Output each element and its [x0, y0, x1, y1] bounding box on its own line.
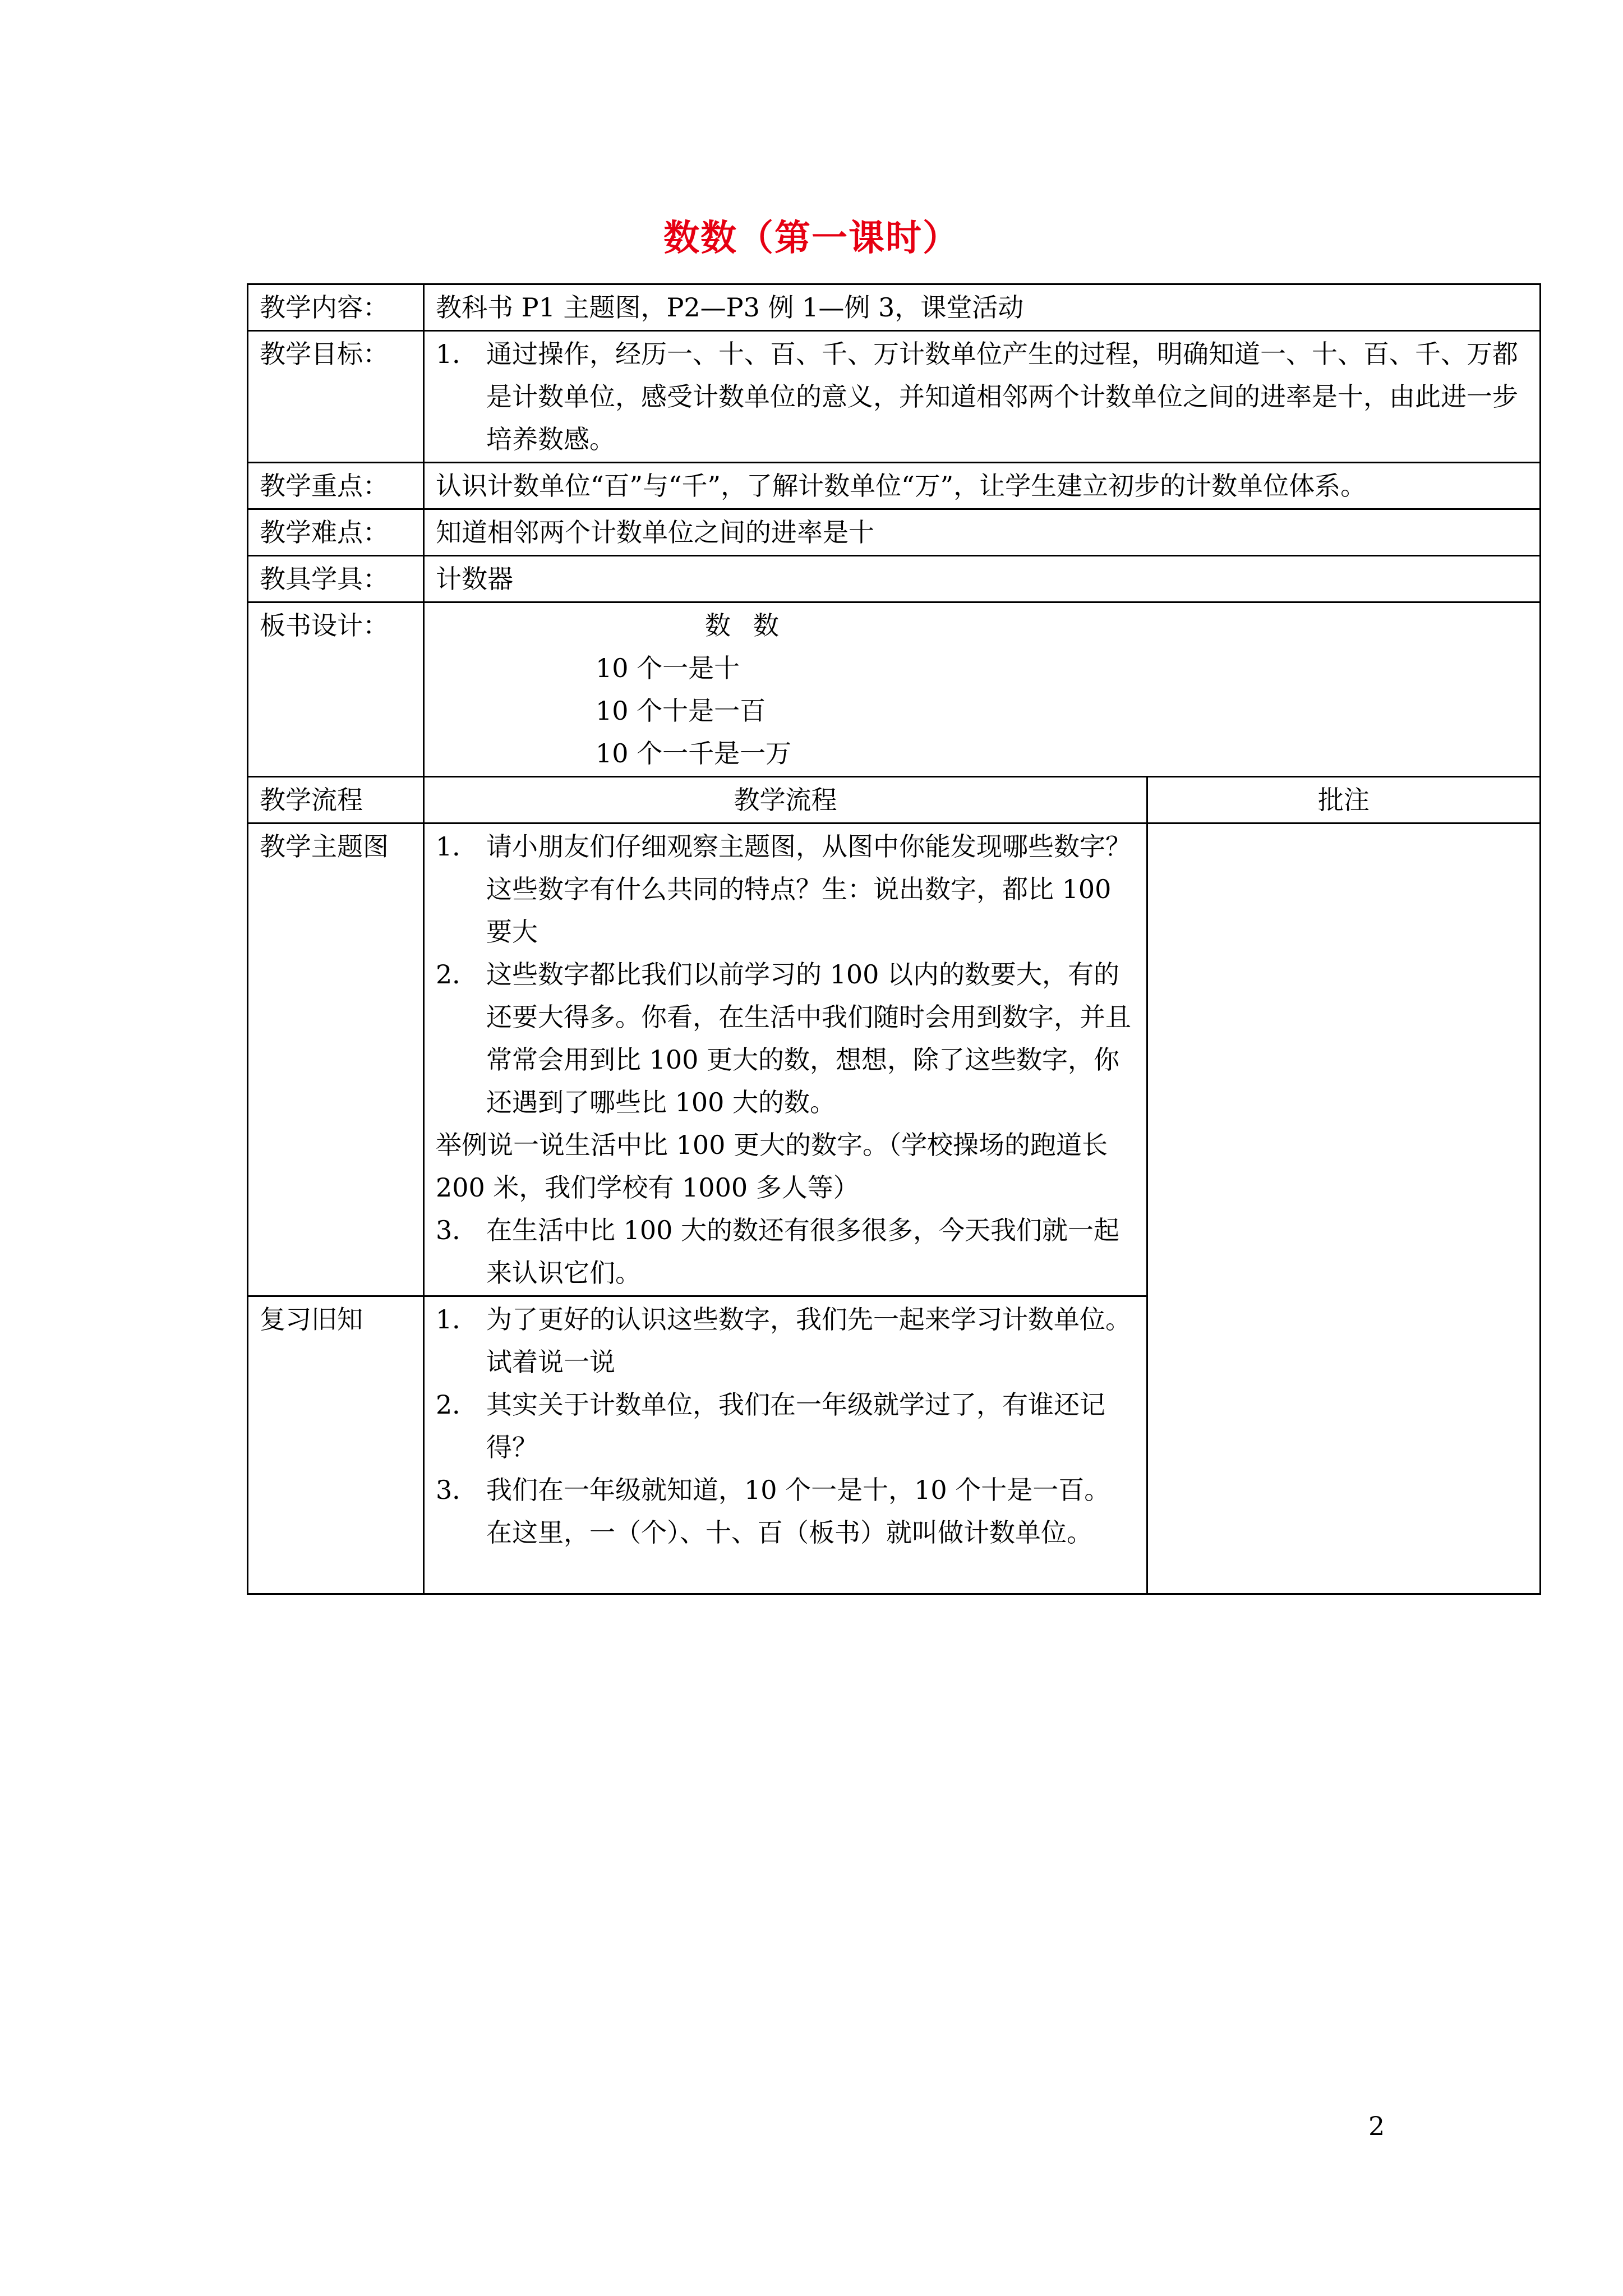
review-item-1-num: 1．	[436, 1304, 478, 1335]
label-key: 教学重点：	[248, 463, 424, 509]
theme-item-1-text: 请小朋友们仔细观察主题图，从图中你能发现哪些数字？这些数字有什么共同的特点？生：说出数字，都比 100 要大	[486, 831, 1131, 947]
review-item-2-num: 2．	[436, 1389, 478, 1420]
review-content	[424, 1296, 1147, 1594]
board-design	[424, 602, 1541, 777]
label-content: 教学内容：	[248, 284, 424, 331]
value-tools: 计数器	[424, 556, 1541, 602]
board-line-1: 10 个一是十	[596, 653, 740, 683]
value-content: 教科书 P1 主题图，P2—P3 例 1—例 3，课堂活动	[424, 284, 1541, 331]
review-item-3-num: 3．	[436, 1475, 478, 1505]
value-key: 认识计数单位“百”与“千”，了解计数单位“万”，让学生建立初步的计数单位体系。	[424, 463, 1541, 509]
theme-item-2	[436, 953, 1135, 1124]
row-tools	[248, 556, 1541, 602]
theme-item-2-num: 2．	[436, 959, 478, 990]
label-goal: 教学目标：	[248, 331, 424, 463]
goal-text: 通过操作，经历一、十、百、千、万计数单位产生的过程，明确知道一、十、百、千、万都是计数单位，感受计数单位的意义，并知道相邻两个计数单位之间的进率是十，由此进一步培养数感。	[486, 339, 1518, 454]
label-board: 板书设计：	[248, 602, 424, 777]
review-item-3	[436, 1469, 1135, 1554]
row-board	[248, 602, 1541, 777]
theme-item-3-text: 在生活中比 100 大的数还有很多很多，今天我们就一起来认识它们。	[486, 1215, 1120, 1288]
row-flow-header	[248, 777, 1541, 823]
theme-item-2-text: 这些数字都比我们以前学习的 100 以内的数要大，有的还要大得多。你看，在生活中我们随时会用到数字，并且常常会用到比 100 更大的数，想想，除了这些数字，你还遇到了哪些比 100 大的数。	[486, 959, 1131, 1117]
theme-content	[424, 823, 1147, 1296]
page-number: 2	[1368, 2111, 1385, 2141]
review-item-1	[436, 1298, 1135, 1383]
label-difficulty: 教学难点：	[248, 509, 424, 556]
board-line-3: 10 个一千是一万	[596, 738, 792, 769]
goal-num: 1．	[436, 339, 478, 369]
theme-item-3-num: 3．	[436, 1215, 478, 1245]
label-theme: 教学主题图	[248, 823, 424, 1296]
theme-paragraph: 举例说一说生活中比 100 更大的数字。（学校操场的跑道长 200 米，我们学校有 1000 多人等）	[436, 1130, 1108, 1203]
value-goal	[424, 331, 1541, 463]
row-difficulty	[248, 509, 1541, 556]
goal-item	[436, 333, 1528, 461]
row-key	[248, 463, 1541, 509]
label-review: 复习旧知	[248, 1296, 424, 1594]
theme-item-1-num: 1．	[436, 831, 478, 862]
review-item-2-text: 其实关于计数单位，我们在一年级就学过了，有谁还记得？	[486, 1389, 1105, 1462]
value-difficulty: 知道相邻两个计数单位之间的进率是十	[424, 509, 1541, 556]
flow-header-col1: 教学流程	[248, 777, 424, 823]
flow-header-col3: 批注	[1147, 777, 1541, 823]
theme-item-3	[436, 1209, 1135, 1294]
lesson-plan-table	[247, 283, 1541, 1595]
review-item-3-text: 我们在一年级就知道，10 个一是十，10 个十是一百。在这里，一（个）、十、百（板书）就叫做计数单位。	[486, 1475, 1110, 1548]
board-heading: 数数	[705, 610, 801, 641]
annotation-cell	[1147, 823, 1541, 1594]
board-line-2: 10 个十是一百	[596, 696, 766, 726]
theme-item-1	[436, 825, 1135, 953]
row-theme	[248, 823, 1541, 1296]
label-tools: 教具学具：	[248, 556, 424, 602]
review-item-1-text: 为了更好的认识这些数字，我们先一起来学习计数单位。试着说一说	[486, 1304, 1131, 1377]
page-title: 数数（第一课时）	[663, 217, 960, 259]
review-item-2	[436, 1383, 1135, 1469]
row-content	[248, 284, 1541, 331]
flow-header-col2: 教学流程	[424, 777, 1147, 823]
row-goal	[248, 331, 1541, 463]
